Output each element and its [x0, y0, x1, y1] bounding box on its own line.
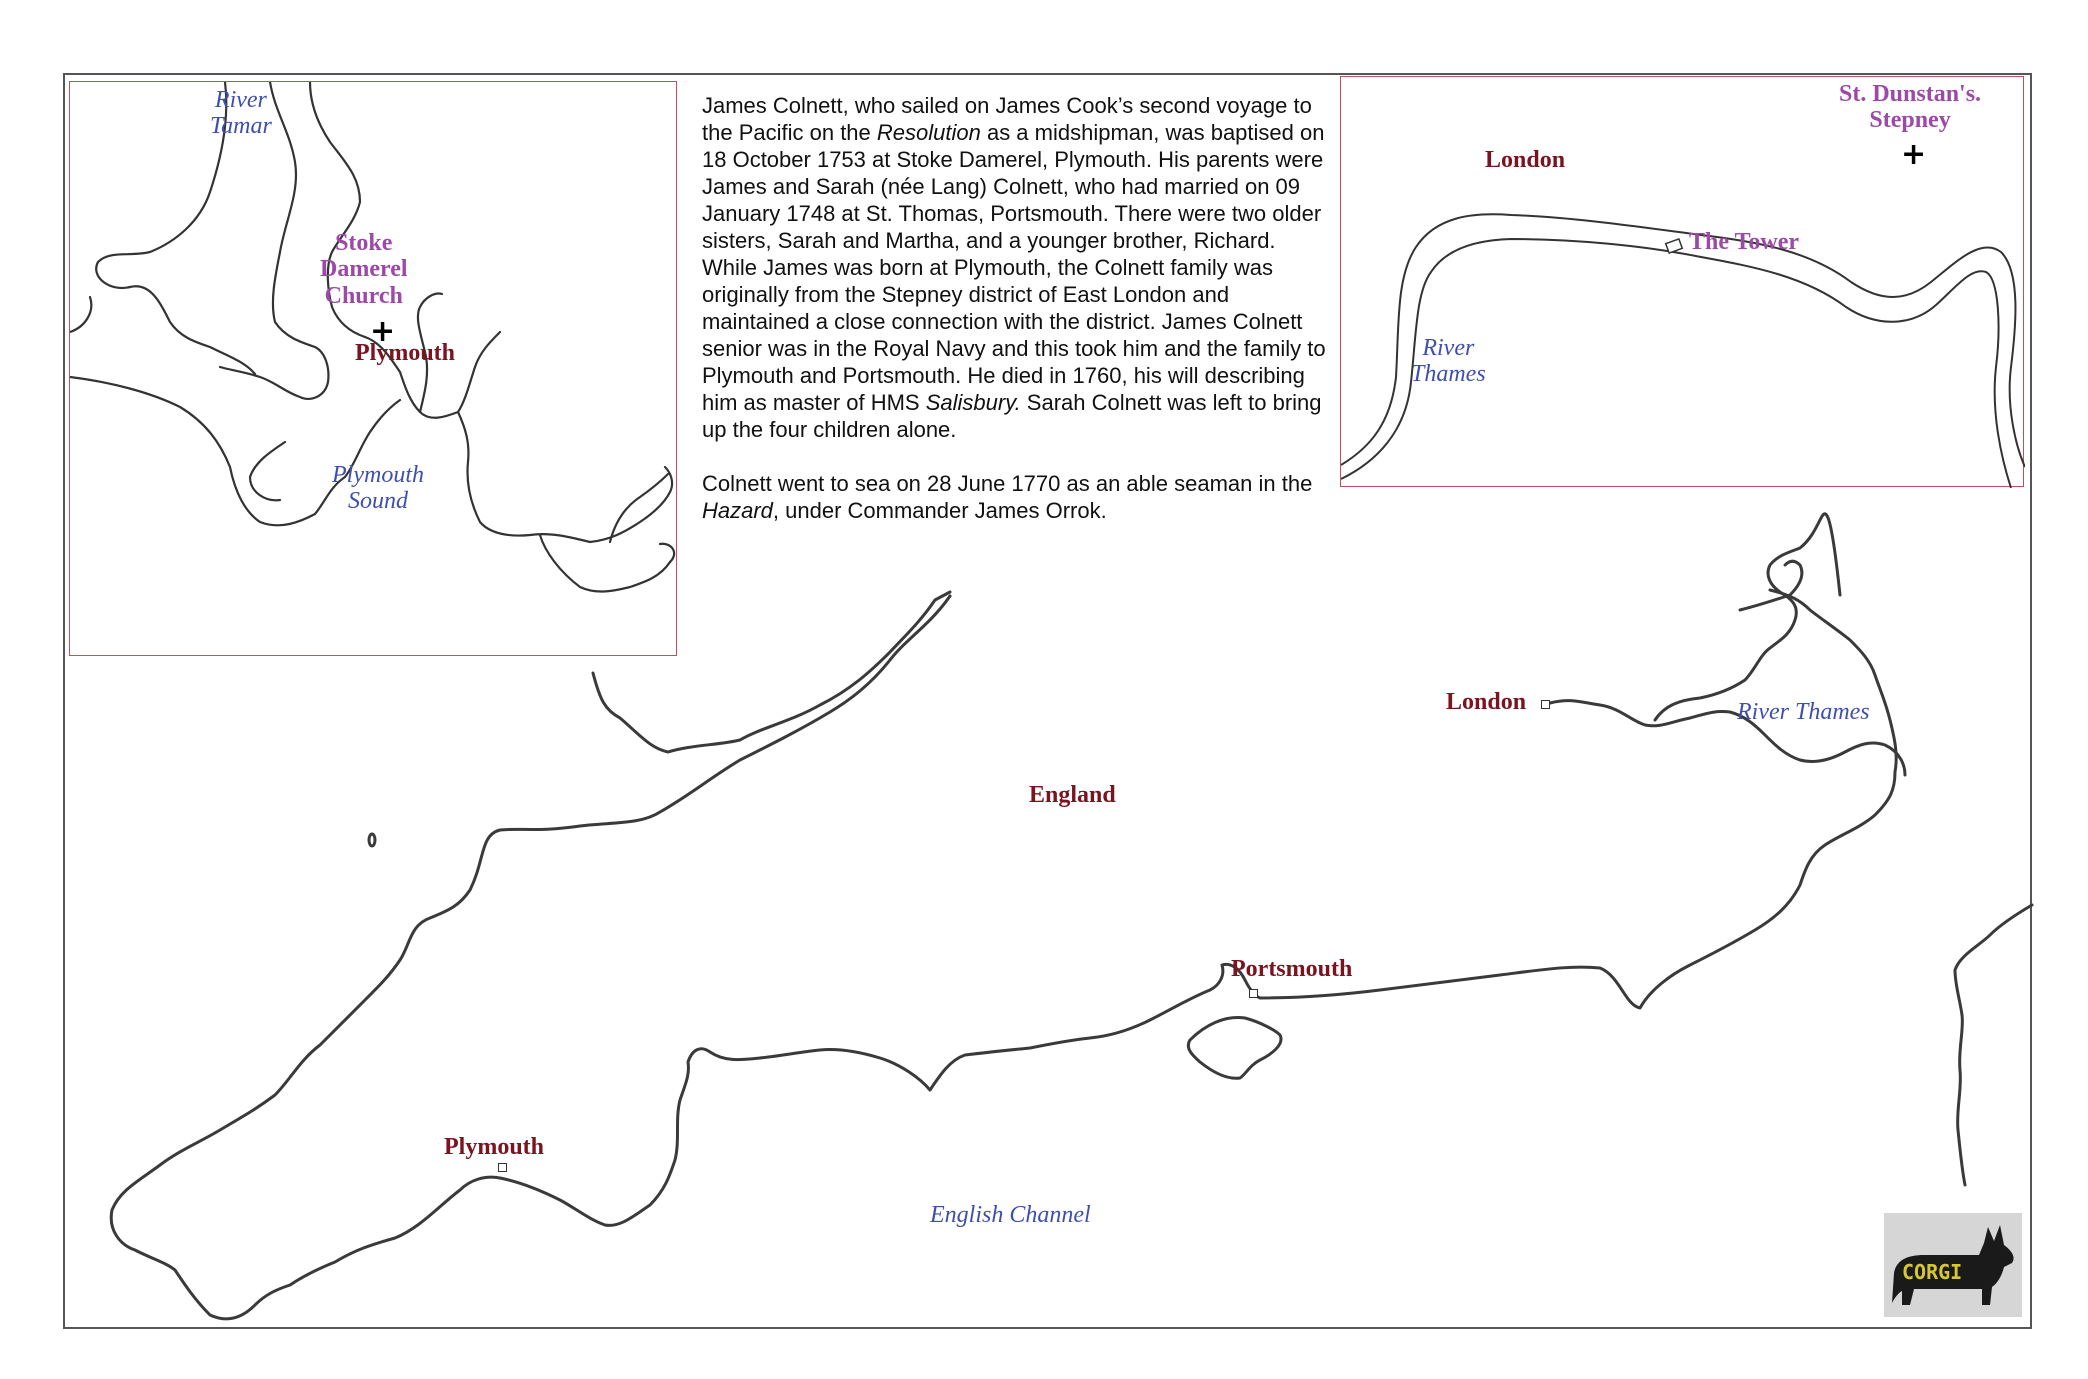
- label-london: London: [1446, 689, 1527, 715]
- label-plymouth-sound: [332, 462, 424, 515]
- corgi-logo: [1884, 1213, 2022, 1317]
- narrative-run: , under Commander James Orrok.: [772, 498, 1107, 523]
- label-plymouth-inset: Plymouth: [355, 340, 456, 366]
- narrative-run: Sarah Colnett was left to bring up the four children alone.: [702, 390, 1322, 442]
- label-river-thames-inset: [1411, 335, 1486, 388]
- plymouth-sound-line1: Plymouth: [332, 462, 424, 488]
- plymouth-inset-coastline: [70, 82, 678, 657]
- river-thames-line2: Thames: [1411, 361, 1486, 388]
- church-marker-icon: +: [370, 314, 396, 349]
- isle-of-wight: [1188, 1017, 1281, 1078]
- narrative-italic-run: Salisbury.: [925, 390, 1021, 415]
- corgi-logo-text: CORGI: [1902, 1260, 1963, 1284]
- label-england: England: [1029, 782, 1116, 808]
- plymouth-marker: [498, 1163, 507, 1172]
- narrative-run: James Colnett, who sailed on James Cook’s second voyage to the Pacific on the: [702, 93, 1312, 145]
- plymouth-inset: [69, 81, 677, 656]
- label-river-thames: River Thames: [1737, 699, 1870, 725]
- narrative-run: as a midshipman, was baptised on 18 October 1753 at Stoke Damerel, Plymouth. His parents were James and Sarah (née Lang) Colnett, who had married on 09 January 1748 at St. Thomas, Portsmouth. There were two older sisters, Sarah and Martha, and a younger brother, Richard. While James was born at Plymouth, the Colnett family was originally from the Stepney district of East London and maintained a close connection with the district. James Colnett senior was in the Royal Navy and this took him and the family to Plymouth and Portsmouth. He died in 1760, his will describing him as master of HMS: [702, 120, 1326, 415]
- st-dunstans-marker-icon: +: [1901, 137, 1927, 172]
- label-london-inset: London: [1485, 147, 1566, 173]
- label-river-tamar: [210, 87, 272, 140]
- essex-coast: [1655, 514, 1840, 720]
- narrative-run: Colnett went to sea on 28 June 1770 as an able seaman in the: [702, 471, 1313, 496]
- st-dunstans-line2: Stepney: [1869, 107, 1951, 134]
- narrative: [702, 92, 1334, 551]
- london-inset: [1340, 76, 2024, 487]
- label-the-tower: The Tower: [1689, 229, 1800, 255]
- plymouth-sound-line2: Sound: [347, 488, 408, 515]
- river-tamar-line1: River: [214, 87, 267, 113]
- corgi-dog-icon: [1884, 1213, 2022, 1317]
- london-marker: [1541, 700, 1550, 709]
- label-stoke-damerel-church: [320, 230, 408, 309]
- church-line1: Stoke: [335, 230, 393, 256]
- narrative-italic-run: Hazard: [702, 498, 773, 523]
- narrative-paragraph-2: [702, 470, 1334, 524]
- portsmouth-marker: [1249, 989, 1258, 998]
- church-line2: Damerel: [320, 256, 408, 283]
- river-thames-line1: River: [1422, 335, 1475, 361]
- narrative-paragraph-1: [702, 92, 1334, 443]
- label-plymouth: Plymouth: [444, 1134, 545, 1160]
- label-english-channel: English Channel: [930, 1202, 1091, 1228]
- label-st-dunstans: [1839, 81, 1981, 134]
- narrative-italic-run: Resolution: [876, 120, 981, 145]
- st-dunstans-line1: St. Dunstan's.: [1839, 81, 1982, 107]
- church-line3: Church: [324, 282, 403, 309]
- river-tamar-line2: Tamar: [210, 113, 272, 140]
- france-coast: [1955, 905, 2032, 1185]
- label-portsmouth: Portsmouth: [1231, 956, 1353, 982]
